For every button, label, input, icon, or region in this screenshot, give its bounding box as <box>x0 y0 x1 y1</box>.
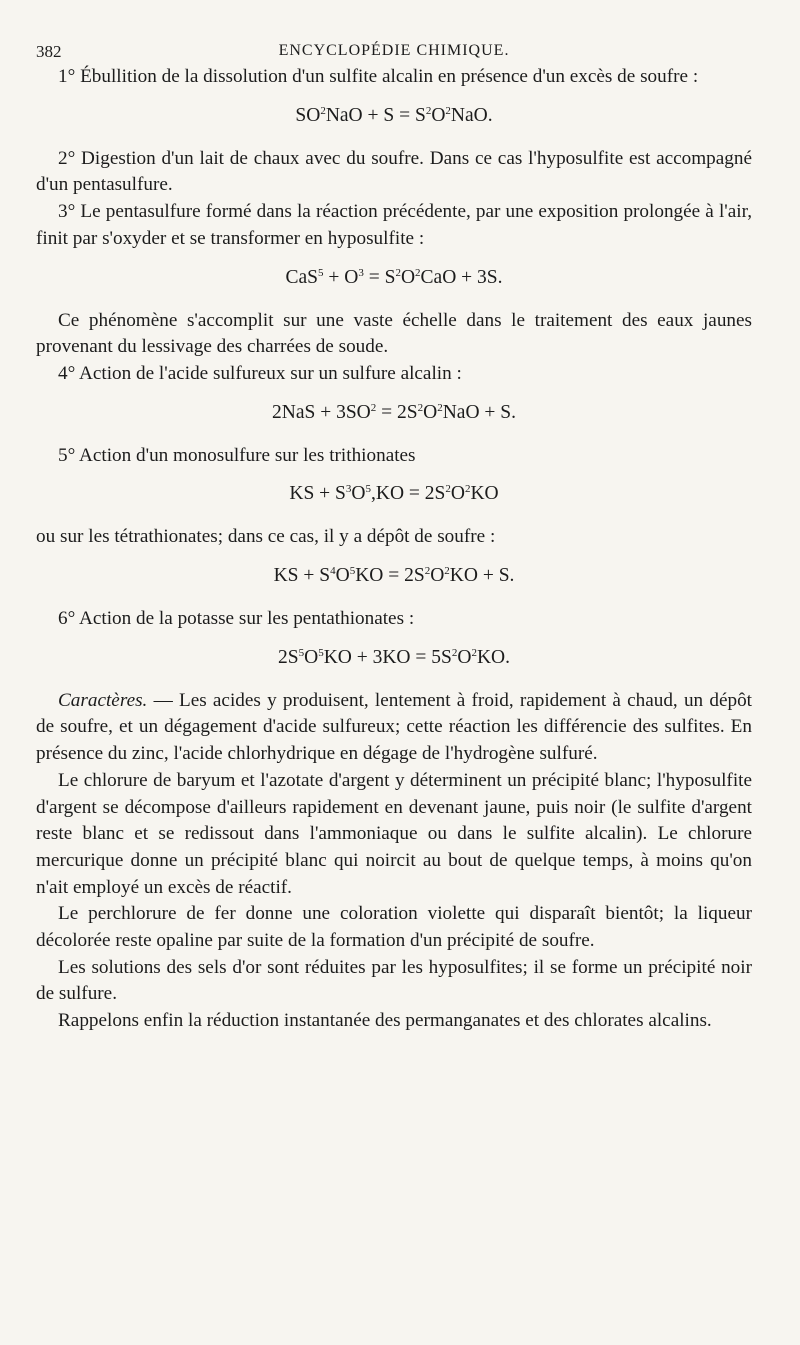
paragraph-chlorure: Le chlorure de baryum et l'azotate d'argent y déterminent un précipité blanc; l'hyposulfite d'argent se décompose d'ailleurs rapidement en devenant jaune, puis noir (le sulfite d'argent reste blanc et se redissout dans l'ammoniaque ou dans le sulfite alcalin). Le chlorure mercurique donne un précipité blanc qui noircit au bout de quelque temps, à moins qu'on n'ait employé un excès de réactif. <box>36 769 752 898</box>
paragraph-item-4: 4° Action de l'acide sulfureux sur un sulfure alcalin : <box>58 362 462 384</box>
paragraph-item-6: 6° Action de la potasse sur les pentathionates : <box>58 608 415 630</box>
equation-6: $2S^5O^5KO + 3KO = 5S^2O^2KO$. <box>277 646 510 668</box>
paragraph-caracteres: Caractères. — Les acides y produisent, lentement à froid, rapidement à chaud, un dépôt de soufre, et un dégagement d'acide sulfureux; cette réaction les différencie des sulfites. En présence du zinc, l'acide chlorhydrique en dégage de l'hydrogène sulfuré. <box>36 689 752 765</box>
equation-3: $2NaS + 3SO^2 = 2S^2O^2NaO + S$. <box>272 401 516 423</box>
equation-2: $CaS^5 + O^3 = S^2O^2CaO + 3S$. <box>285 266 503 288</box>
paragraph-rappelons: Rappelons enfin la réduction instantanée des permanganates et des chlorates alcalins. <box>58 1010 712 1032</box>
page-header <box>36 34 752 64</box>
paragraph-item-2: 2° Digestion d'un lait de chaux avec du soufre. Dans ce cas l'hyposulfite est accompagné d'un pentasulfure. <box>36 147 752 196</box>
running-title: ENCYCLOPÉDIE CHIMIQUE. <box>278 42 510 59</box>
document-page <box>36 34 752 1035</box>
equation-1: $SO^2NaO + S = S^2O^2NaO$. <box>295 104 493 126</box>
paragraph-perchlorure: Le perchlorure de fer donne une coloration violette qui disparaît bientôt; la liqueur décolorée reste opaline par suite de la formation d'un précipité de soufre. <box>36 903 752 952</box>
page-number: 382 <box>36 42 62 61</box>
equation-5: KS + $S^4O^5KO = 2S^2O^2KO + S$. <box>273 565 515 587</box>
paragraph-item-1: 1° Ébullition de la dissolution d'un sulfite alcalin en présence d'un excès de soufre : <box>58 66 699 87</box>
paragraph-sels-or: Les solutions des sels d'or sont réduites par les hyposulfites; il se forme un précipité noir de sulfure. <box>36 956 752 1005</box>
paragraph-item-3: 3° Le pentasulfure formé dans la réaction précédente, par une exposition prolongée à l'air, finit par s'oxyder et se transformer en hyposulfite : <box>36 201 752 249</box>
paragraph-tetrathionates: ou sur les tétrathionates; dans ce cas, il y a dépôt de soufre : <box>36 526 496 548</box>
equation-4: KS + $S^3O^5,KO = 2S^2O^2KO$ <box>289 483 499 505</box>
caracteres-heading: Caractères. <box>58 689 148 711</box>
paragraph-item-5: 5° Action d'un monosulfure sur les trithionates <box>58 444 416 466</box>
paragraph-eaux-jaunes: Ce phénomène s'accomplit sur une vaste échelle dans le traitement des eaux jaunes provenant du lessivage des charrées de soude. <box>36 309 752 358</box>
